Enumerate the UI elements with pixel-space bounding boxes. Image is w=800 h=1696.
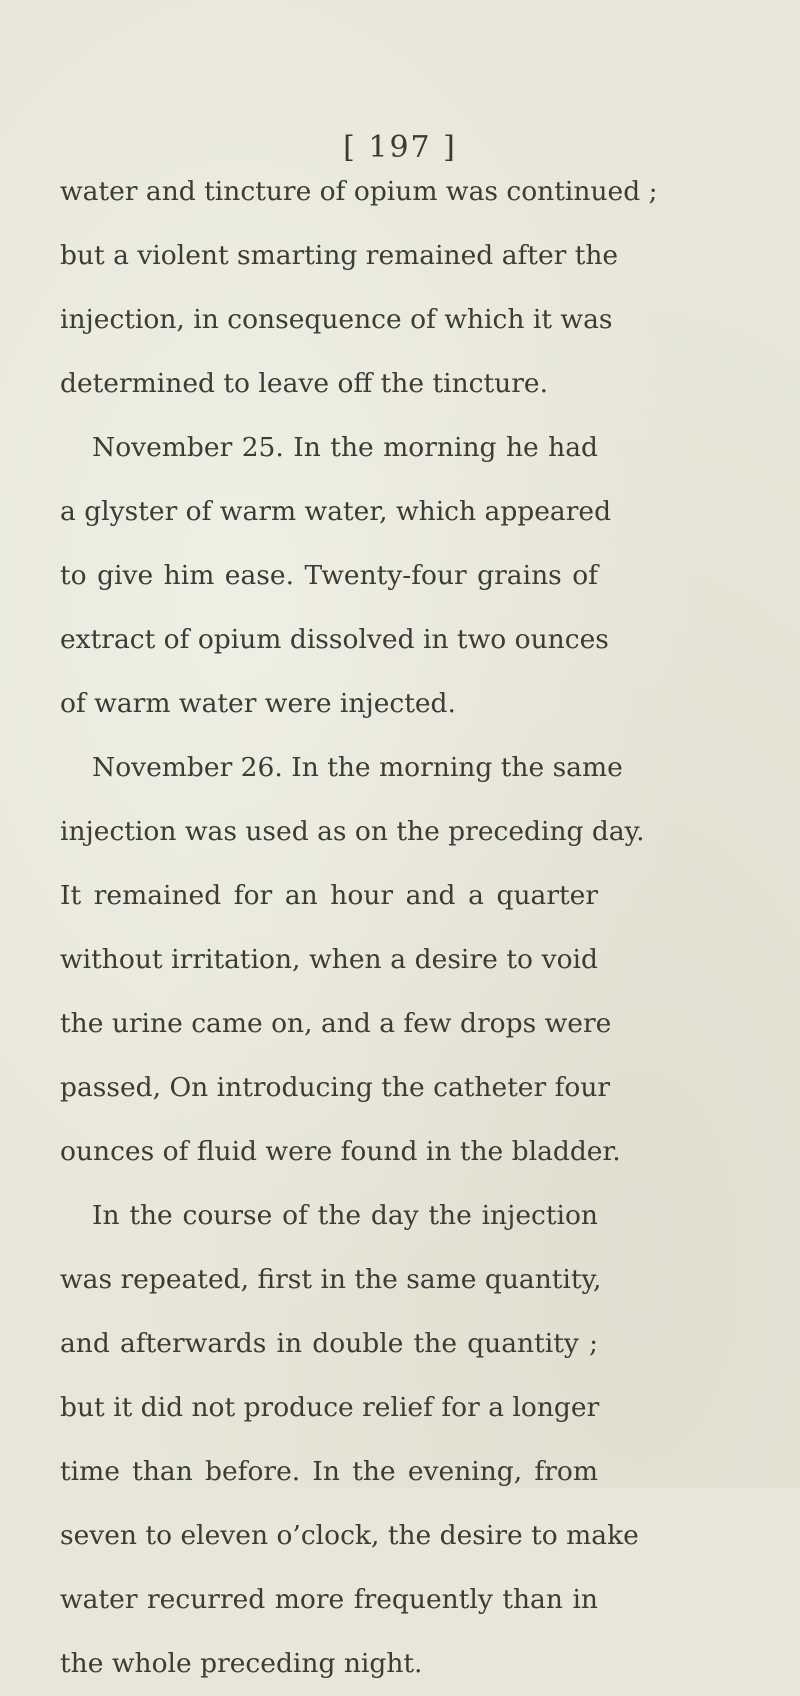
text-line: water recurred more frequently than in: [60, 1584, 598, 1615]
text-line: but it did not produce relief for a longer: [60, 1392, 600, 1423]
text-line: ounces of fluid were found in the bladder.: [60, 1136, 621, 1167]
text-line: extract of opium dissolved in two ounces: [60, 624, 609, 655]
text-line: the whole preceding night.: [60, 1648, 423, 1679]
text-line: the urine came on, and a few drops were: [60, 1008, 612, 1039]
text-line: injection was used as on the preceding day.: [60, 816, 645, 847]
text-line: It remained for an hour and a quarter: [60, 880, 598, 911]
text-line: November 25. In the morning he had: [92, 432, 598, 463]
text-line: without irritation, when a desire to void: [60, 944, 598, 975]
text-line: water and tincture of opium was continued ;: [60, 176, 658, 207]
text-line: was repeated, first in the same quantity,: [60, 1264, 602, 1295]
text-line: and afterwards in double the quantity ;: [60, 1328, 598, 1359]
text-line: seven to eleven o’clock, the desire to make: [60, 1520, 639, 1551]
text-line: determined to leave off the tincture.: [60, 368, 548, 399]
text-line: but a violent smarting remained after the: [60, 240, 619, 271]
text-line: injection, in consequence of which it was: [60, 304, 613, 335]
text-line: November 26. In the morning the same: [92, 752, 623, 783]
text-line: In the course of the day the injection: [92, 1200, 598, 1231]
text-line: passed, On introducing the catheter four: [60, 1072, 611, 1103]
text-line: to give him ease. Twenty-four grains of: [60, 560, 598, 591]
page-number-header: [ 197 ]: [343, 130, 457, 165]
body-text: [60, 160, 658, 1696]
text-line: a glyster of warm water, which appeared: [60, 496, 612, 527]
text-line: of warm water were injected.: [60, 688, 456, 719]
text-line: time than before. In the evening, from: [60, 1456, 598, 1487]
